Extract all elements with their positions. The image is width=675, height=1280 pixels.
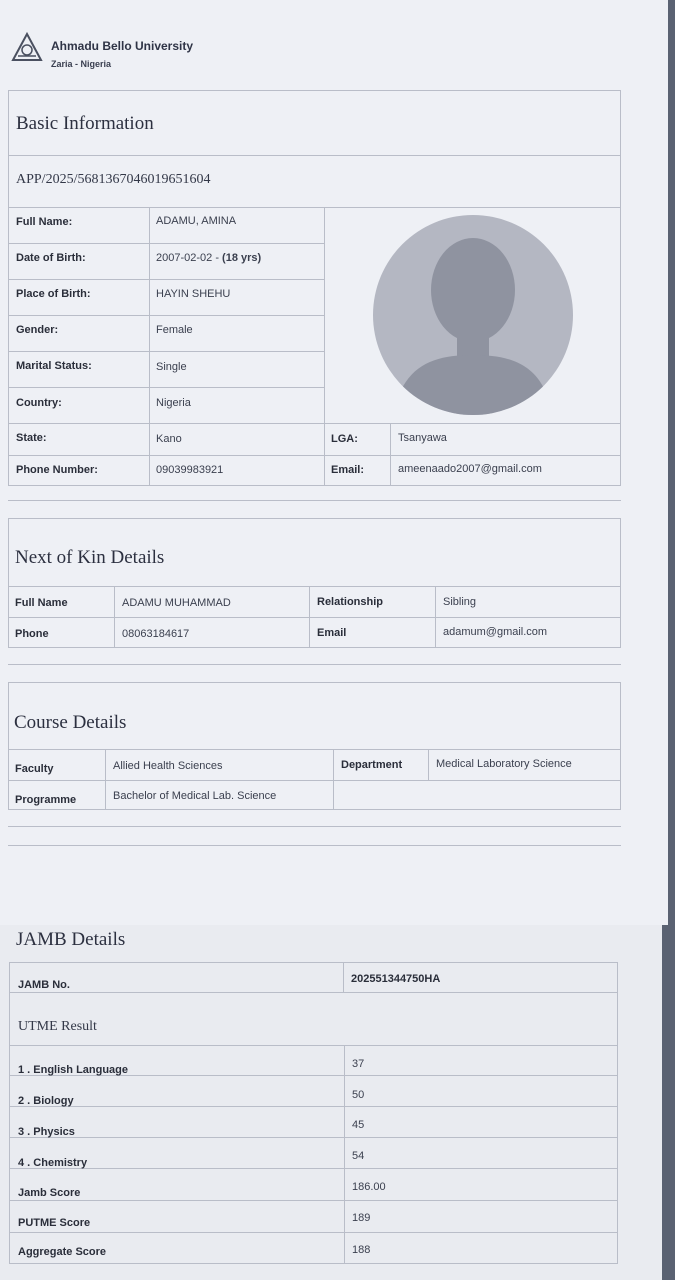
lga-value: Tsanyawa — [398, 432, 447, 444]
utme-row-label: 2 . Biology — [18, 1095, 74, 1107]
course-title: Course Details — [14, 712, 127, 733]
marital-value: Single — [156, 361, 187, 373]
state-value: Kano — [156, 433, 182, 445]
utme-row-value: 45 — [352, 1119, 365, 1131]
pob-label: Place of Birth: — [16, 288, 91, 300]
utme-row-label: 4 . Chemistry — [18, 1157, 88, 1169]
department-value: Medical Laboratory Science — [436, 758, 572, 770]
dob-label: Date of Birth: — [16, 252, 86, 264]
kin-full-name-label: Full Name — [15, 597, 68, 609]
utme-result-title: UTME Result — [18, 1019, 97, 1034]
kin-email-label: Email — [317, 627, 347, 639]
utme-row-value: 186.00 — [352, 1181, 386, 1193]
kin-email-value: adamum@gmail.com — [443, 626, 548, 638]
country-label: Country: — [16, 397, 62, 409]
kin-phone-value: 08063184617 — [122, 628, 190, 640]
programme-label: Programme — [15, 794, 77, 806]
university-crest-icon — [10, 32, 44, 64]
university-location: Zaria - Nigeria — [51, 59, 112, 69]
dob-value: 2007-02-02 - (18 yrs) — [156, 252, 262, 264]
email-label: Email: — [331, 464, 365, 476]
state-label: State: — [16, 432, 47, 444]
kin-title: Next of Kin Details — [15, 547, 165, 568]
kin-relationship-value: Sibling — [443, 596, 477, 608]
email-value: ameenaado2007@gmail.com — [398, 463, 542, 475]
course-section — [8, 682, 621, 810]
utme-row-label: Jamb Score — [18, 1187, 81, 1199]
application-number: APP/2025/5681367046019651604 — [16, 172, 211, 187]
gender-label: Gender: — [16, 324, 59, 336]
utme-row-label: Aggregate Score — [18, 1246, 107, 1258]
utme-row-label: 3 . Physics — [18, 1126, 75, 1138]
utme-row-value: 188 — [352, 1244, 371, 1256]
university-name: Ahmadu Bello University — [51, 39, 194, 53]
full-name-value: ADAMU, AMINA — [156, 215, 237, 227]
utme-row-label: 1 . English Language — [18, 1064, 129, 1076]
faculty-value: Allied Health Sciences — [113, 760, 223, 772]
faculty-label: Faculty — [15, 763, 54, 775]
avatar-placeholder — [373, 215, 573, 415]
basic-info-title: Basic Information — [16, 113, 154, 134]
utme-row-label: PUTME Score — [18, 1217, 91, 1229]
utme-row-value: 37 — [352, 1058, 365, 1070]
jamb-no-value: 202551344750HA — [351, 973, 441, 985]
pob-value: HAYIN SHEHU — [156, 288, 231, 300]
utme-row-value: 189 — [352, 1212, 371, 1224]
lga-label: LGA: — [331, 433, 358, 445]
department-label: Department — [341, 759, 403, 771]
jamb-section — [9, 962, 618, 1264]
kin-phone-label: Phone — [15, 628, 49, 640]
jamb-no-label: JAMB No. — [18, 979, 70, 991]
full-name-label: Full Name: — [16, 216, 73, 228]
programme-value: Bachelor of Medical Lab. Science — [113, 790, 277, 802]
jamb-title: JAMB Details — [16, 929, 126, 950]
kin-relationship-label: Relationship — [317, 596, 384, 608]
utme-row-value: 54 — [352, 1150, 365, 1162]
kin-full-name-value: ADAMU MUHAMMAD — [122, 597, 231, 609]
phone-label: Phone Number: — [16, 464, 98, 476]
phone-value: 09039983921 — [156, 464, 224, 476]
gender-value: Female — [156, 324, 193, 336]
marital-label: Marital Status: — [16, 360, 92, 372]
utme-row-value: 50 — [352, 1089, 365, 1101]
country-value: Nigeria — [156, 397, 191, 409]
